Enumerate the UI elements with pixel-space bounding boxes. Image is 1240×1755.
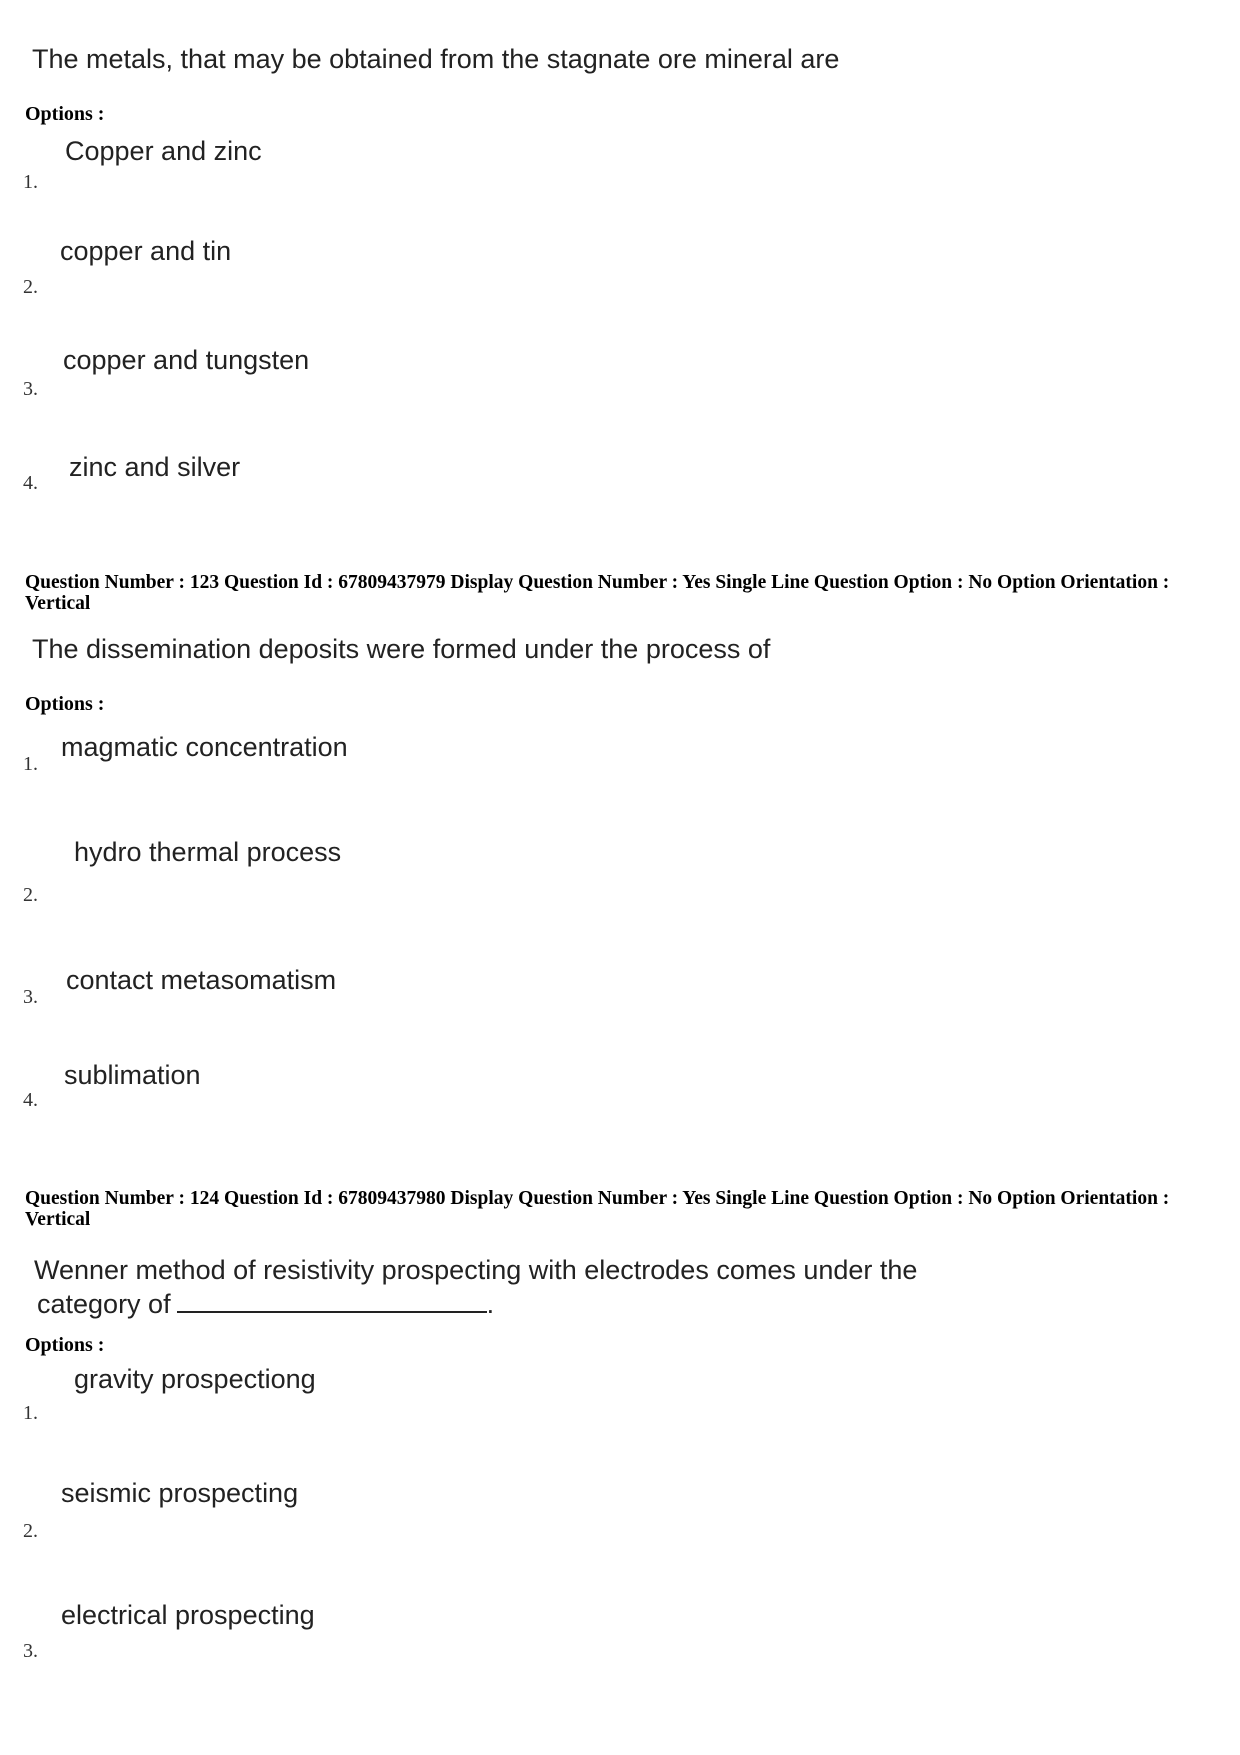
question-122-option-2-text: copper and tin — [60, 236, 232, 266]
question-123-option-2-text: hydro thermal process — [74, 837, 342, 867]
question-124-option-3-number: 3. — [23, 1640, 38, 1662]
question-122-option-2-number: 2. — [23, 276, 38, 298]
question-122-option-1-number: 1. — [23, 171, 38, 193]
answer-blank — [177, 1311, 487, 1313]
question-124-text-line-1: Wenner method of resistivity prospecting with electrodes comes under the — [34, 1255, 918, 1285]
question-124-text-line-2 — [37, 1289, 494, 1320]
question-123-option-1-text: magmatic concentration — [61, 732, 348, 762]
question-124-option-3-text: electrical prospecting — [61, 1600, 315, 1630]
question-123-option-3-number: 3. — [23, 986, 38, 1008]
question-122-option-1-text: Copper and zinc — [65, 136, 262, 166]
question-122-options-label: Options : — [25, 103, 105, 125]
question-122-option-4-text: zinc and silver — [69, 452, 241, 482]
question-124-option-2-text: seismic prospecting — [61, 1478, 299, 1508]
question-124-meta: Question Number : 124 Question Id : 67809437980 Display Question Number : Yes Single Line Question Option : No Option Orientation : Vertical — [25, 1188, 1170, 1230]
question-124-text-period: . — [486, 1289, 495, 1319]
question-123-option-4-text: sublimation — [64, 1060, 201, 1090]
question-123-option-4-number: 4. — [23, 1089, 38, 1111]
question-124-options-label: Options : — [25, 1334, 105, 1356]
question-124-option-1-number: 1. — [23, 1402, 38, 1424]
question-124-text-line-2-words: category of — [37, 1289, 171, 1319]
question-123-meta: Question Number : 123 Question Id : 67809437979 Display Question Number : Yes Single Line Question Option : No Option Orientation : Vertical — [25, 572, 1170, 614]
question-124-option-2-number: 2. — [23, 1520, 38, 1542]
question-123-option-3-text: contact metasomatism — [66, 965, 337, 995]
question-122-option-3-text: copper and tungsten — [63, 345, 310, 375]
question-122-option-4-number: 4. — [23, 472, 38, 494]
question-123-text: The dissemination deposits were formed under the process of — [32, 634, 771, 664]
question-122-option-3-number: 3. — [23, 378, 38, 400]
question-124-option-1-text: gravity prospectiong — [74, 1364, 316, 1394]
question-123-options-label: Options : — [25, 693, 105, 715]
question-123-option-1-number: 1. — [23, 753, 38, 775]
question-122-text: The metals, that may be obtained from the stagnate ore mineral are — [32, 44, 840, 74]
question-123-option-2-number: 2. — [23, 884, 38, 906]
